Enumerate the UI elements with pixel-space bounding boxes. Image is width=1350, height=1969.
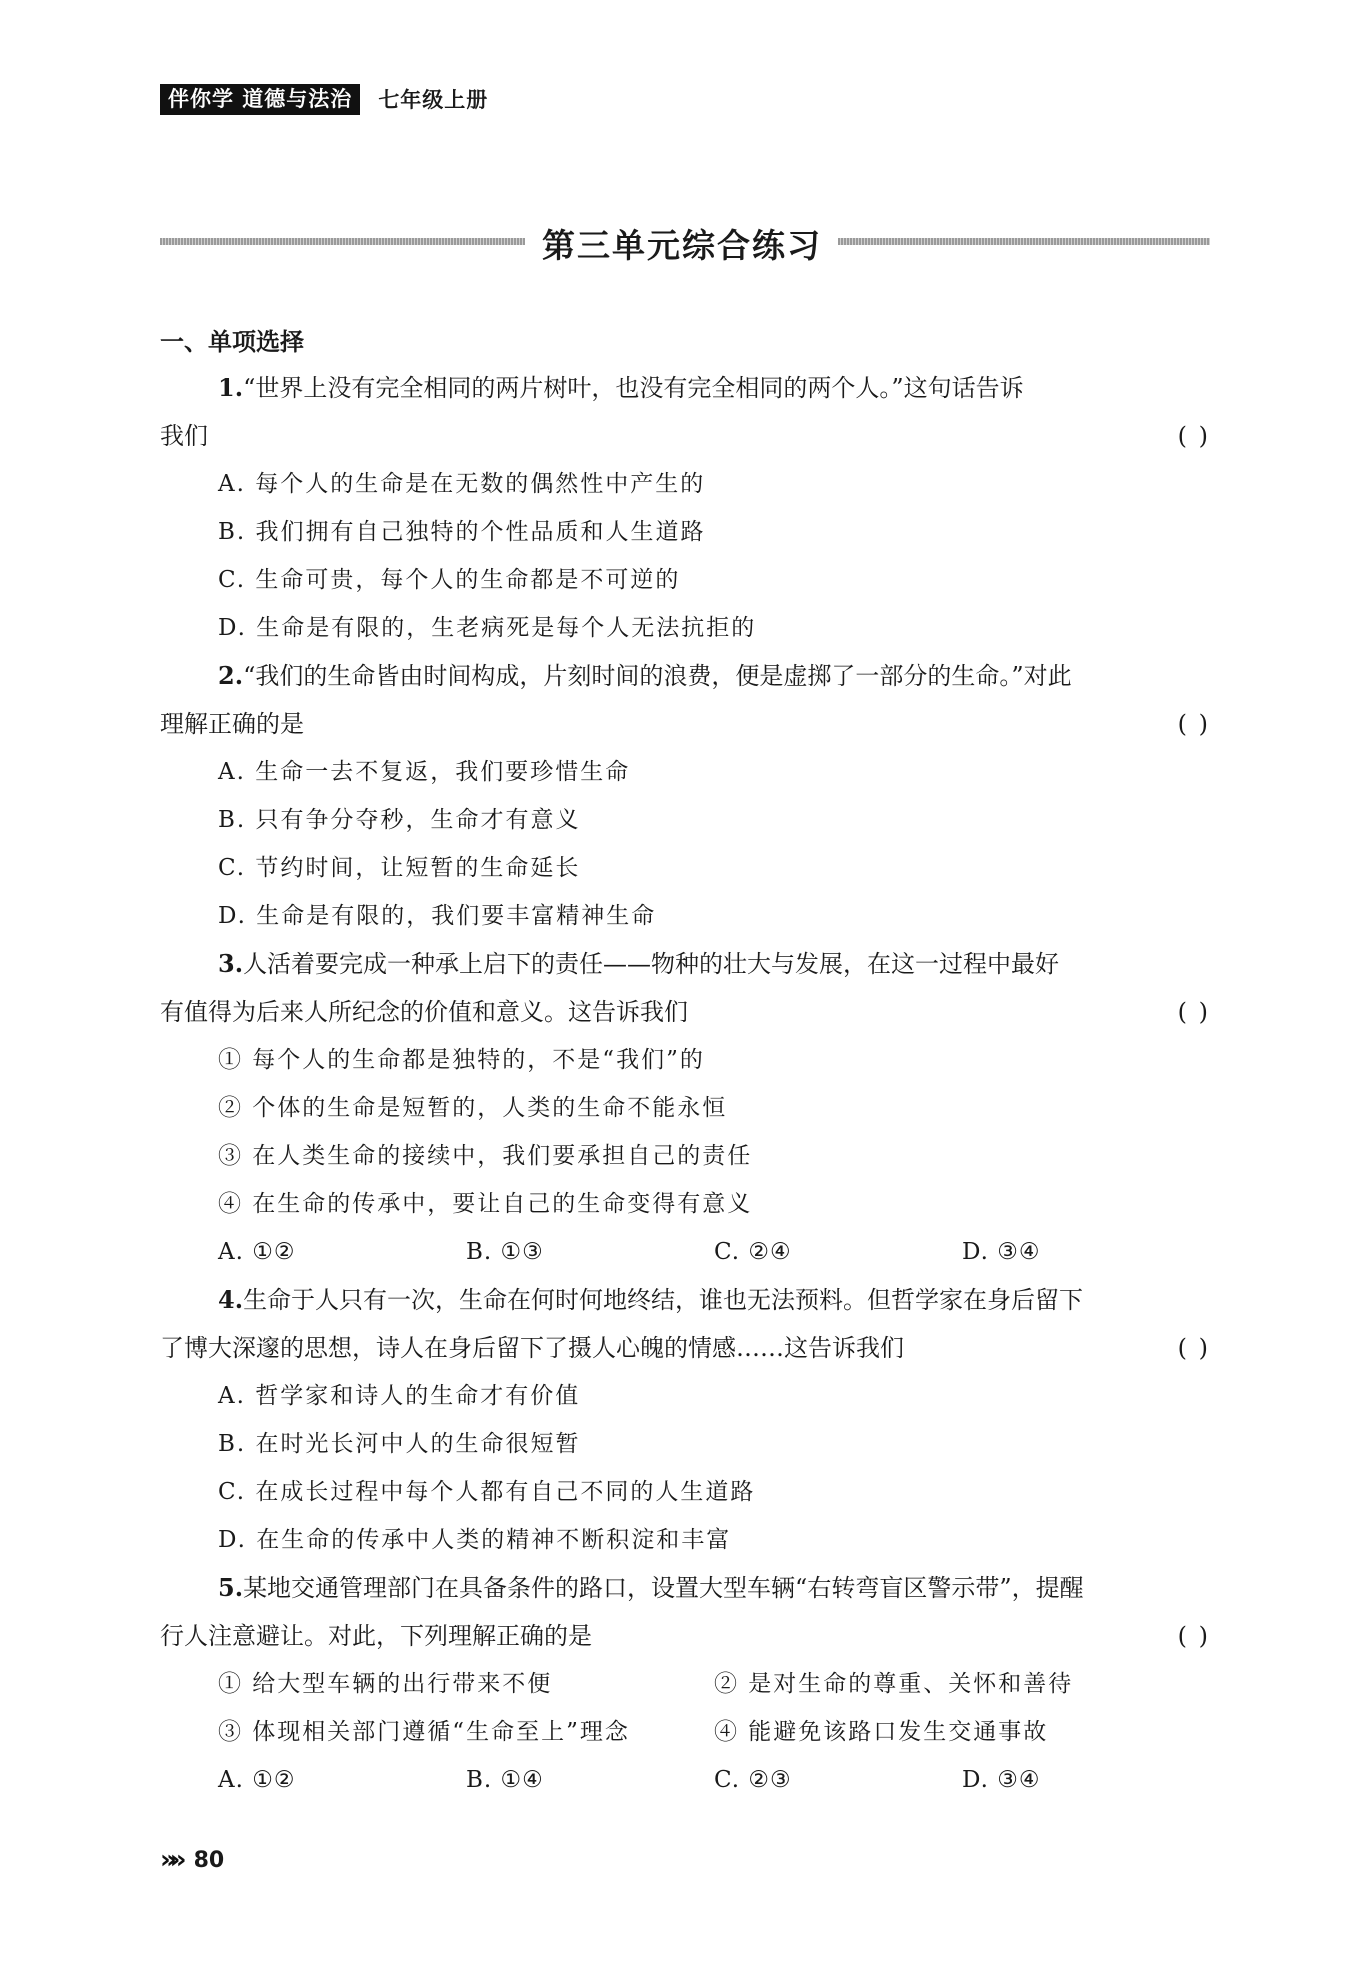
option-c: C. 在成长过程中每个人都有自己不同的人生道路	[218, 1479, 756, 1505]
question-number: 1.	[218, 373, 244, 402]
answer-blank: ( )	[1177, 422, 1210, 450]
option-a: A. 生命一去不复返，我们要珍惜生命	[218, 759, 631, 785]
question-stem-line	[160, 652, 1210, 700]
statement-row	[160, 1708, 1210, 1756]
choice-a: A. ①②	[218, 1767, 296, 1793]
question-text: 行人注意避让。对此，下列理解正确的是	[160, 1622, 592, 1650]
title-rule-left	[160, 238, 525, 245]
choice-d: D. ③④	[962, 1767, 1041, 1793]
title-rule-right	[838, 238, 1210, 245]
section-heading: 一、单项选择	[160, 328, 304, 356]
option-a: A. 哲学家和诗人的生命才有价值	[218, 1383, 581, 1409]
question-4	[160, 1276, 1210, 1564]
question-stem-line	[160, 940, 1210, 988]
question-text: “世界上没有完全相同的两片树叶，也没有完全相同的两个人。”这句话告诉	[243, 374, 1024, 402]
choice-row	[160, 1756, 1210, 1804]
choice-row	[160, 1228, 1210, 1276]
option-c: C. 节约时间，让短暂的生命延长	[218, 855, 581, 881]
answer-blank: ( )	[1177, 1622, 1210, 1650]
question-1	[160, 364, 1210, 652]
statement-1: ① 给大型车辆的出行带来不便	[218, 1671, 553, 1697]
option-d: D. 在生命的传承中人类的精神不断积淀和丰富	[218, 1527, 732, 1553]
question-number: 4.	[218, 1285, 244, 1314]
question-5	[160, 1564, 1210, 1804]
question-text: 有值得为后来人所纪念的价值和意义。这告诉我们	[160, 998, 688, 1026]
question-stem-line	[160, 700, 1210, 748]
question-stem-line	[160, 364, 1210, 412]
question-stem-line	[160, 1612, 1210, 1660]
question-text: 了博大深邃的思想，诗人在身后留下了摄人心魄的情感……这告诉我们	[160, 1334, 904, 1362]
option-a: A. 每个人的生命是在无数的偶然性中产生的	[218, 471, 706, 497]
option-b: B. 我们拥有自己独特的个性品质和人生道路	[218, 519, 706, 545]
option-b: B. 只有争分夺秒，生命才有意义	[218, 807, 581, 833]
option-d: D. 生命是有限的，我们要丰富精神生命	[218, 903, 657, 929]
choice-b: B. ①③	[466, 1239, 544, 1265]
question-stem-line	[160, 412, 1210, 460]
statement-1: ① 每个人的生命都是独特的，不是“我们”的	[218, 1047, 705, 1073]
chevron-arrows-icon: »»	[160, 1845, 180, 1875]
question-stem-line	[160, 1276, 1210, 1324]
book-series-badge: 伴你学 道德与法治	[160, 84, 360, 115]
answer-blank: ( )	[1177, 998, 1210, 1026]
question-number: 2.	[218, 661, 244, 690]
page-footer	[160, 1844, 224, 1876]
choice-c: C. ②③	[714, 1767, 792, 1793]
question-number: 3.	[218, 949, 244, 978]
option-d: D. 生命是有限的，生老病死是每个人无法抗拒的	[218, 615, 757, 641]
statement-3: ③ 体现相关部门遵循“生命至上”理念	[218, 1719, 630, 1745]
statement-3: ③ 在人类生命的接续中，我们要承担自己的责任	[218, 1143, 753, 1169]
running-header	[160, 84, 488, 114]
question-text: 生命于人只有一次，生命在何时何地终结，谁也无法预料。但哲学家在身后留下	[243, 1286, 1084, 1314]
statement-2: ② 是对生命的尊重、关怀和善待	[714, 1671, 1074, 1697]
question-text: 某地交通管理部门在具备条件的路口，设置大型车辆“右转弯盲区警示带”，提醒	[243, 1574, 1084, 1602]
option-b: B. 在时光长河中人的生命很短暂	[218, 1431, 581, 1457]
question-text: 理解正确的是	[160, 710, 304, 738]
statement-4: ④ 能避免该路口发生交通事故	[714, 1719, 1049, 1745]
statement-4: ④ 在生命的传承中，要让自己的生命变得有意义	[218, 1191, 753, 1217]
question-stem-line	[160, 1324, 1210, 1372]
unit-title-row	[160, 216, 1210, 266]
choice-d: D. ③④	[962, 1239, 1041, 1265]
grade-label: 七年级上册	[378, 87, 489, 112]
choice-c: C. ②④	[714, 1239, 792, 1265]
unit-title: 第三单元综合练习	[542, 226, 822, 265]
statement-row	[160, 1660, 1210, 1708]
question-text: 人活着要完成一种承上启下的责任——物种的壮大与发展，在这一过程中最好	[243, 950, 1060, 978]
option-c: C. 生命可贵，每个人的生命都是不可逆的	[218, 567, 681, 593]
question-number: 5.	[218, 1573, 244, 1602]
page-number: 80	[193, 1847, 225, 1873]
answer-blank: ( )	[1177, 710, 1210, 738]
choice-a: A. ①②	[218, 1239, 296, 1265]
question-stem-line	[160, 1564, 1210, 1612]
answer-blank: ( )	[1177, 1334, 1210, 1362]
question-2	[160, 652, 1210, 940]
question-3	[160, 940, 1210, 1276]
choice-b: B. ①④	[466, 1767, 544, 1793]
question-text: “我们的生命皆由时间构成，片刻时间的浪费，便是虚掷了一部分的生命。”对此	[243, 662, 1072, 690]
exercise-content	[160, 320, 1210, 1804]
question-stem-line	[160, 988, 1210, 1036]
statement-2: ② 个体的生命是短暂的，人类的生命不能永恒	[218, 1095, 728, 1121]
question-text: 我们	[160, 422, 208, 450]
